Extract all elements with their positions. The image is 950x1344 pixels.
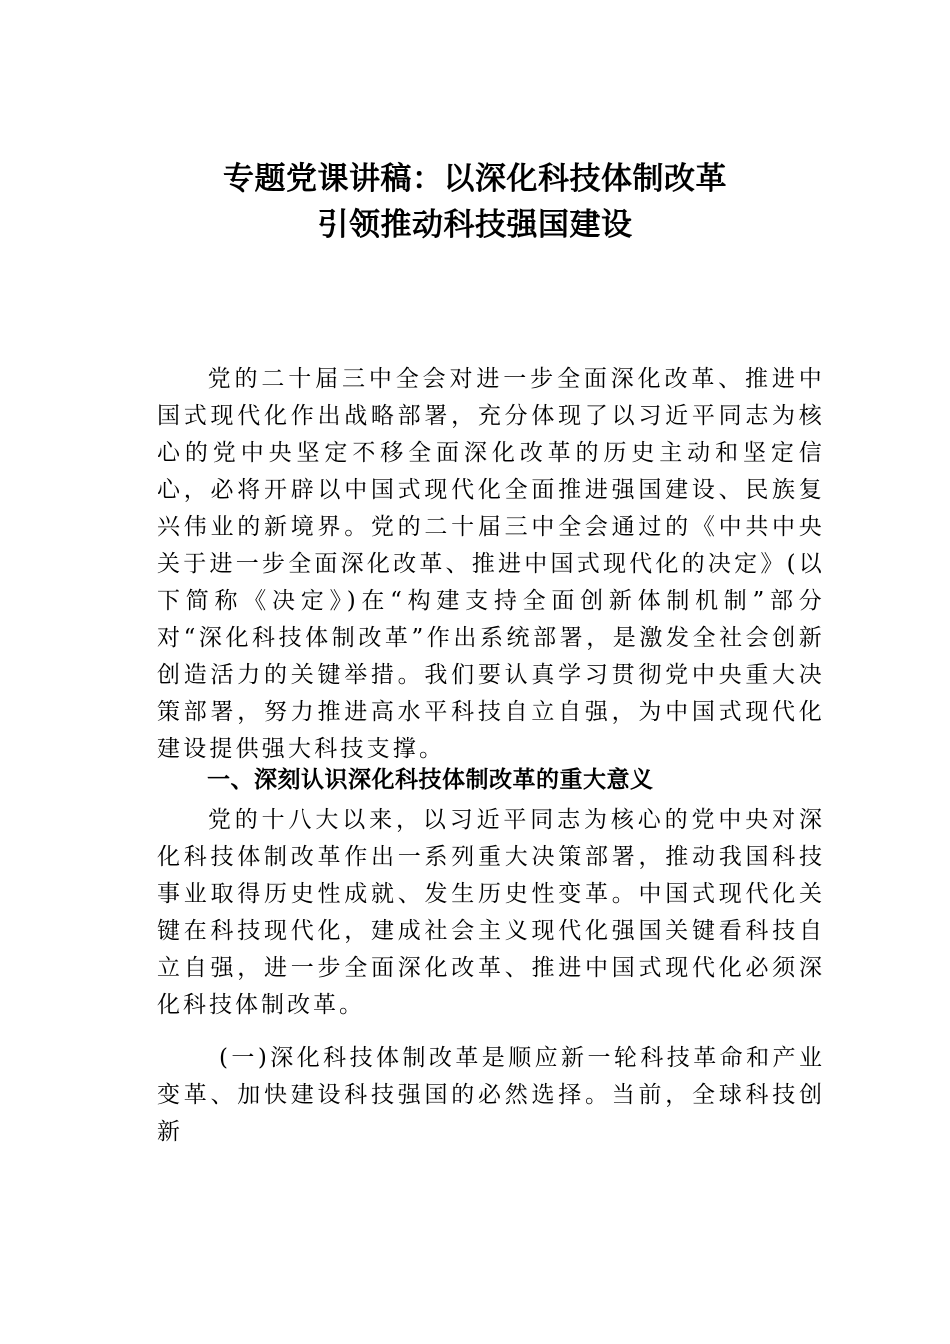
body-paragraph-2-text: 党的十八大以来，以习近平同志为核心的党中央对深化科技体制改革作出一系列重大决策部署，推动我国科技事业取得历史性成就、发生历史性变革。中国式现代化关键在科技现代化，建成社会主义现代化强国关键看科技自立自强，进一步全面深化改革、推进中国式现代化必须深化科技体制改革。 [157,807,825,1018]
section-heading-1: 一、深刻认识深化科技体制改革的重大意义 [207,767,654,793]
body-paragraph-1-text: 党的二十届三中全会对进一步全面深化改革、推进中国式现代化作出战略部署，充分体现了以习近平同志为核心的党中央坚定不移全面深化改革的历史主动和坚定信心，必将开辟以中国式现代化全面推进强国建设、民族复兴伟业的新境界。党的二十届三中全会通过的《中共中央关于进一步全面深化改革、推进中国式现代化的决定》(以下简称《决定》)在“构建支持全面创新体制机制”部分对“深化科技体制改革”作出系统部署，是激发全社会创新创造活力的关键举措。我们要认真学习贯彻党中央重大决策部署，努力推进高水平科技自立自强，为中国式现代化建设提供强大科技支撑。 [157,366,825,762]
body-paragraph-1 [157,361,825,768]
body-paragraph-2 [157,802,825,1024]
document-title-line-2: 引领推动科技强国建设 [317,207,633,243]
body-paragraph-3-text: (一)深化科技体制改革是顺应新一轮科技革命和产业变革、加快建设科技强国的必然选择。当前，全球科技创新 [157,1045,825,1145]
document-title-line-1: 专题党课讲稿：以深化科技体制改革 [223,161,727,197]
body-paragraph-3 [157,1040,825,1151]
